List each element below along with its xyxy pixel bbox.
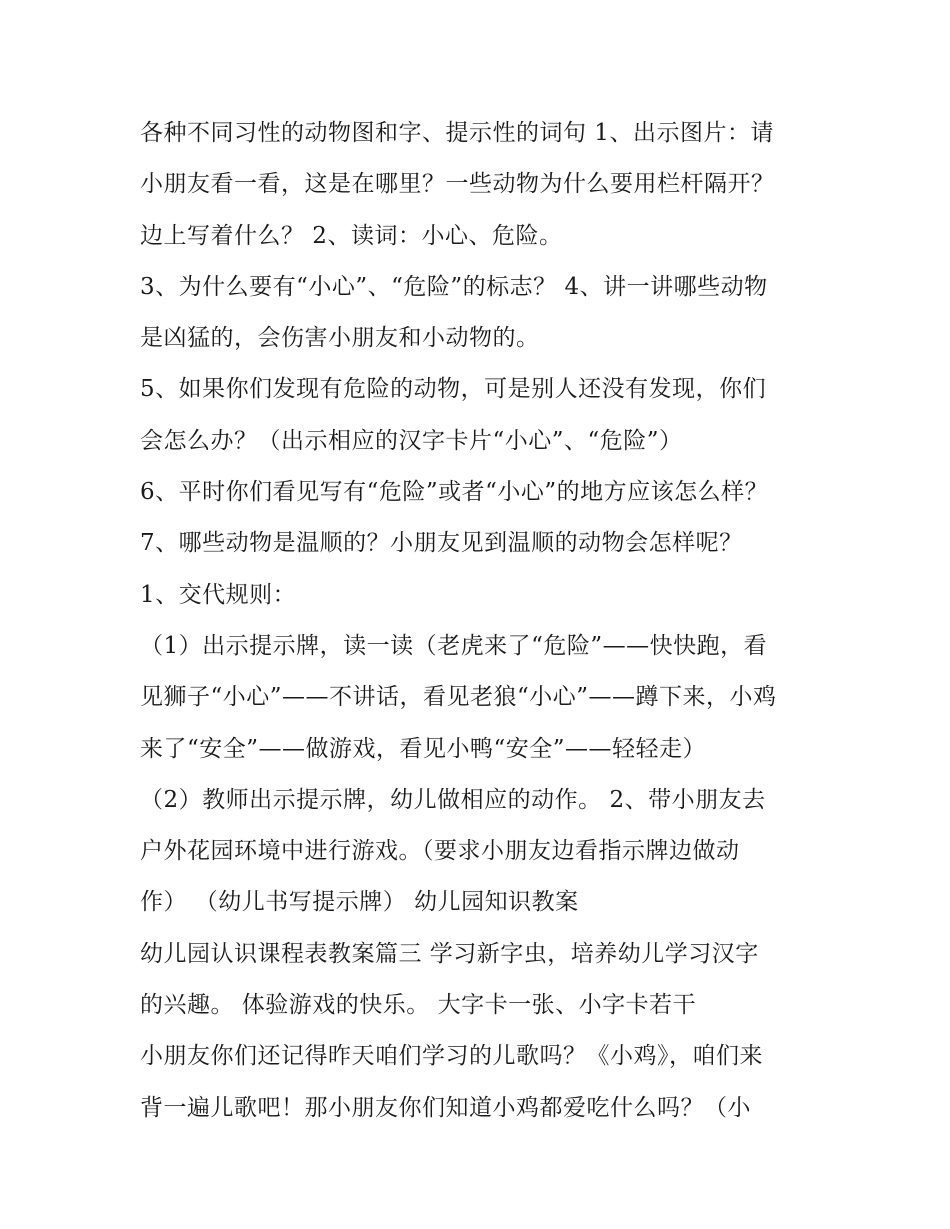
text-line: 作） （幼儿书写提示牌） 幼儿园知识教案 [140, 889, 579, 916]
text-line: （2）教师出示提示牌，幼儿做相应的动作。 2、带小朋友去 [140, 786, 766, 813]
text-line: 是凶猛的，会伤害小朋友和小动物的。 [140, 325, 540, 352]
text-line: 3、为什么要有“小心”、“危险”的标志？ 4、讲一讲哪些动物 [140, 273, 768, 300]
text-line: 边上写着什么？ 2、读词：小心、危险。 [140, 222, 563, 249]
text-line: 各种不同习性的动物图和字、提示性的词句 1、出示图片：请 [140, 120, 774, 146]
text-line: （1）出示提示牌，读一读（老虎来了“危险”——快快跑，看 [140, 632, 768, 659]
text-line: 1、交代规则： [140, 581, 297, 608]
text-line: 7、哪些动物是温顺的？小朋友见到温顺的动物会怎样呢？ [140, 530, 743, 557]
text-line: 会怎么办？（出示相应的汉字卡片“小心”、“危险”） [140, 427, 683, 454]
text-line: 户外花园环境中进行游戏。（要求小朋友边看指示牌边做动 [140, 838, 740, 865]
text-line: 来了“安全”——做游戏，看见小鸭“安全”——轻轻走） [140, 735, 707, 762]
document-body [140, 108, 820, 1134]
text-line: 幼儿园认识课程表教案篇三 学习新字虫，培养幼儿学习汉字 [140, 940, 759, 967]
text-line: 5、如果你们发现有危险的动物，可是别人还没有发现，你们 [140, 376, 767, 403]
text-line: 背一遍儿歌吧！那小朋友你们知道小鸡都爱吃什么吗？（小 [140, 1094, 751, 1121]
text-line: 小朋友看一看，这是在哪里？一些动物为什么要用栏杆隔开？ [140, 171, 775, 198]
text-line: 6、平时你们看见写有“危险”或者“小心”的地方应该怎么样？ [140, 479, 769, 506]
text-line: 的兴趣。 体验游戏的快乐。 大字卡一张、小字卡若干 [140, 992, 697, 1019]
text-line: 见狮子“小心”——不讲话，看见老狼“小心”——蹲下来，小鸡 [140, 684, 777, 711]
text-line: 小朋友你们还记得昨天咱们学习的儿歌吗？《小鸡》，咱们来 [140, 1043, 763, 1070]
